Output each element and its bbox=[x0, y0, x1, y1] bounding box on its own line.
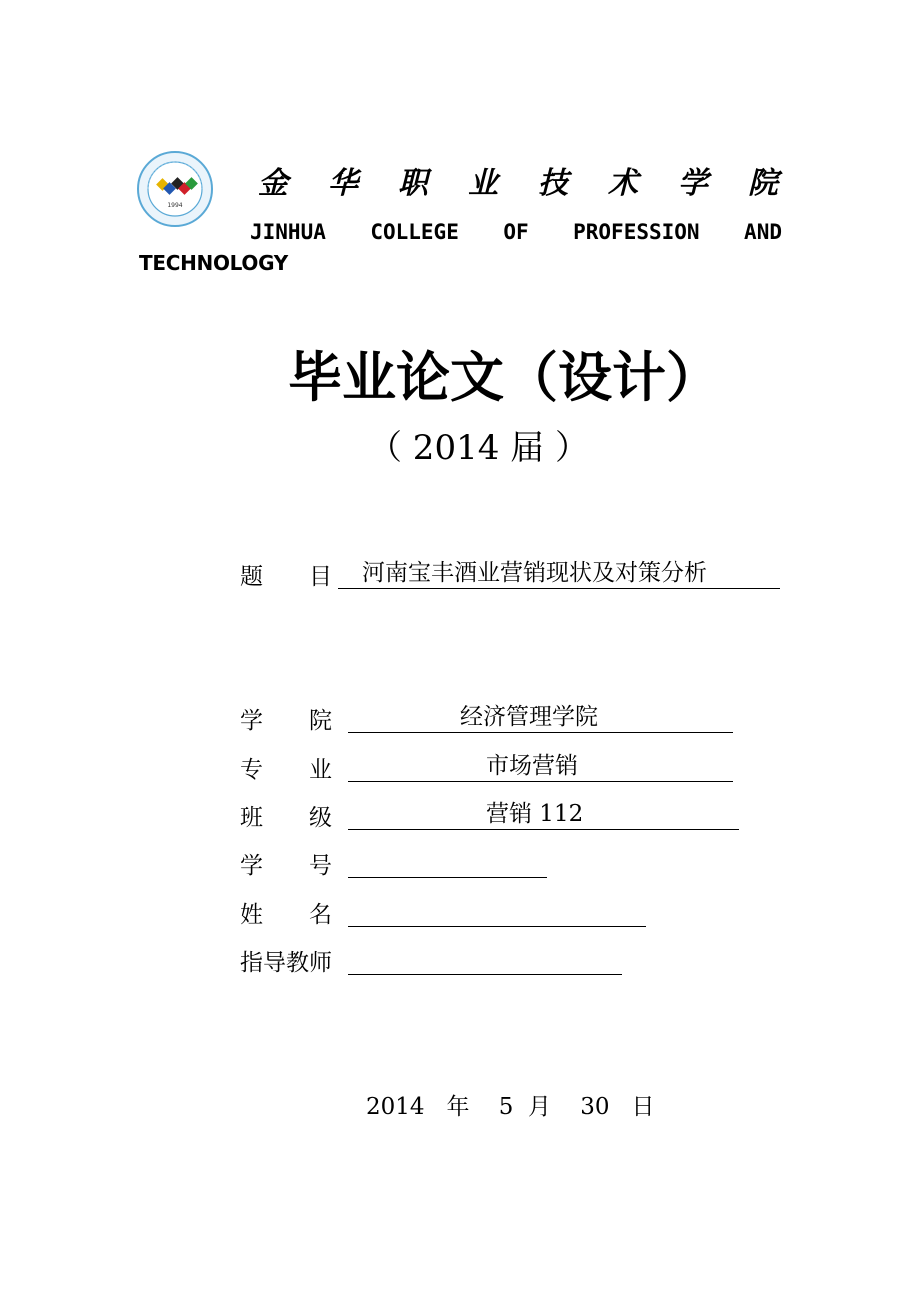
date-month: 5 bbox=[498, 1094, 514, 1120]
submission-date bbox=[366, 1088, 654, 1121]
college-cn-char: 职 bbox=[398, 166, 428, 201]
major-value-line bbox=[348, 751, 733, 782]
advisor-field bbox=[240, 944, 332, 977]
college-name-en bbox=[250, 220, 782, 244]
college-name-en-line2: TECHNOLOGY bbox=[139, 251, 288, 275]
college-cn-char: 院 bbox=[748, 166, 778, 201]
topic-label: 题 目 bbox=[240, 564, 332, 590]
advisor-label: 指导教师 bbox=[240, 950, 332, 976]
topic-value: 河南宝丰酒业营销现状及对策分析 bbox=[362, 560, 707, 586]
topic-value-line bbox=[338, 558, 780, 589]
graduation-year: （ 2014 届 ） bbox=[368, 428, 589, 468]
college-en-word: OF bbox=[503, 220, 529, 244]
college-en-word: JINHUA bbox=[250, 220, 326, 244]
class-value-line bbox=[348, 799, 739, 830]
topic-field bbox=[240, 558, 707, 591]
college-cn-char: 技 bbox=[538, 166, 568, 201]
student-id-value-line[interactable] bbox=[348, 847, 547, 878]
date-year-unit: 年 bbox=[446, 1094, 470, 1120]
date-day-unit: 日 bbox=[631, 1094, 655, 1120]
name-value-line[interactable] bbox=[348, 896, 646, 927]
student-id-label: 学 号 bbox=[240, 853, 332, 879]
class-value: 营销 112 bbox=[486, 801, 584, 827]
college-cn-char: 业 bbox=[468, 166, 498, 201]
major-label: 专 业 bbox=[240, 757, 332, 783]
college-cn-char: 金 bbox=[258, 166, 288, 201]
date-month-unit: 月 bbox=[528, 1094, 551, 1120]
date-day: 30 bbox=[580, 1094, 610, 1120]
college-en-word: COLLEGE bbox=[370, 220, 459, 244]
advisor-value-line[interactable] bbox=[348, 944, 622, 975]
class-field bbox=[240, 799, 584, 832]
major-value: 市场营销 bbox=[486, 753, 578, 779]
college-en-word: PROFESSION bbox=[573, 220, 700, 244]
college-cn-char: 术 bbox=[608, 166, 638, 201]
college-en-word: AND bbox=[744, 220, 782, 244]
college-name-cn bbox=[258, 158, 778, 202]
college-value: 经济管理学院 bbox=[460, 704, 598, 730]
student-id-field bbox=[240, 847, 332, 880]
name-field bbox=[240, 896, 332, 929]
college-logo bbox=[136, 150, 214, 228]
college-value-line bbox=[348, 702, 733, 733]
logo-year: 1994 bbox=[167, 202, 183, 209]
college-field bbox=[240, 702, 598, 735]
date-year: 2014 bbox=[366, 1094, 425, 1120]
college-cn-char: 华 bbox=[328, 166, 358, 201]
major-field bbox=[240, 751, 578, 784]
college-label: 学 院 bbox=[240, 708, 332, 734]
thesis-title: 毕业论文（设计） bbox=[288, 346, 720, 409]
class-label: 班 级 bbox=[240, 805, 332, 831]
name-label: 姓 名 bbox=[240, 902, 332, 928]
college-cn-char: 学 bbox=[678, 166, 708, 201]
